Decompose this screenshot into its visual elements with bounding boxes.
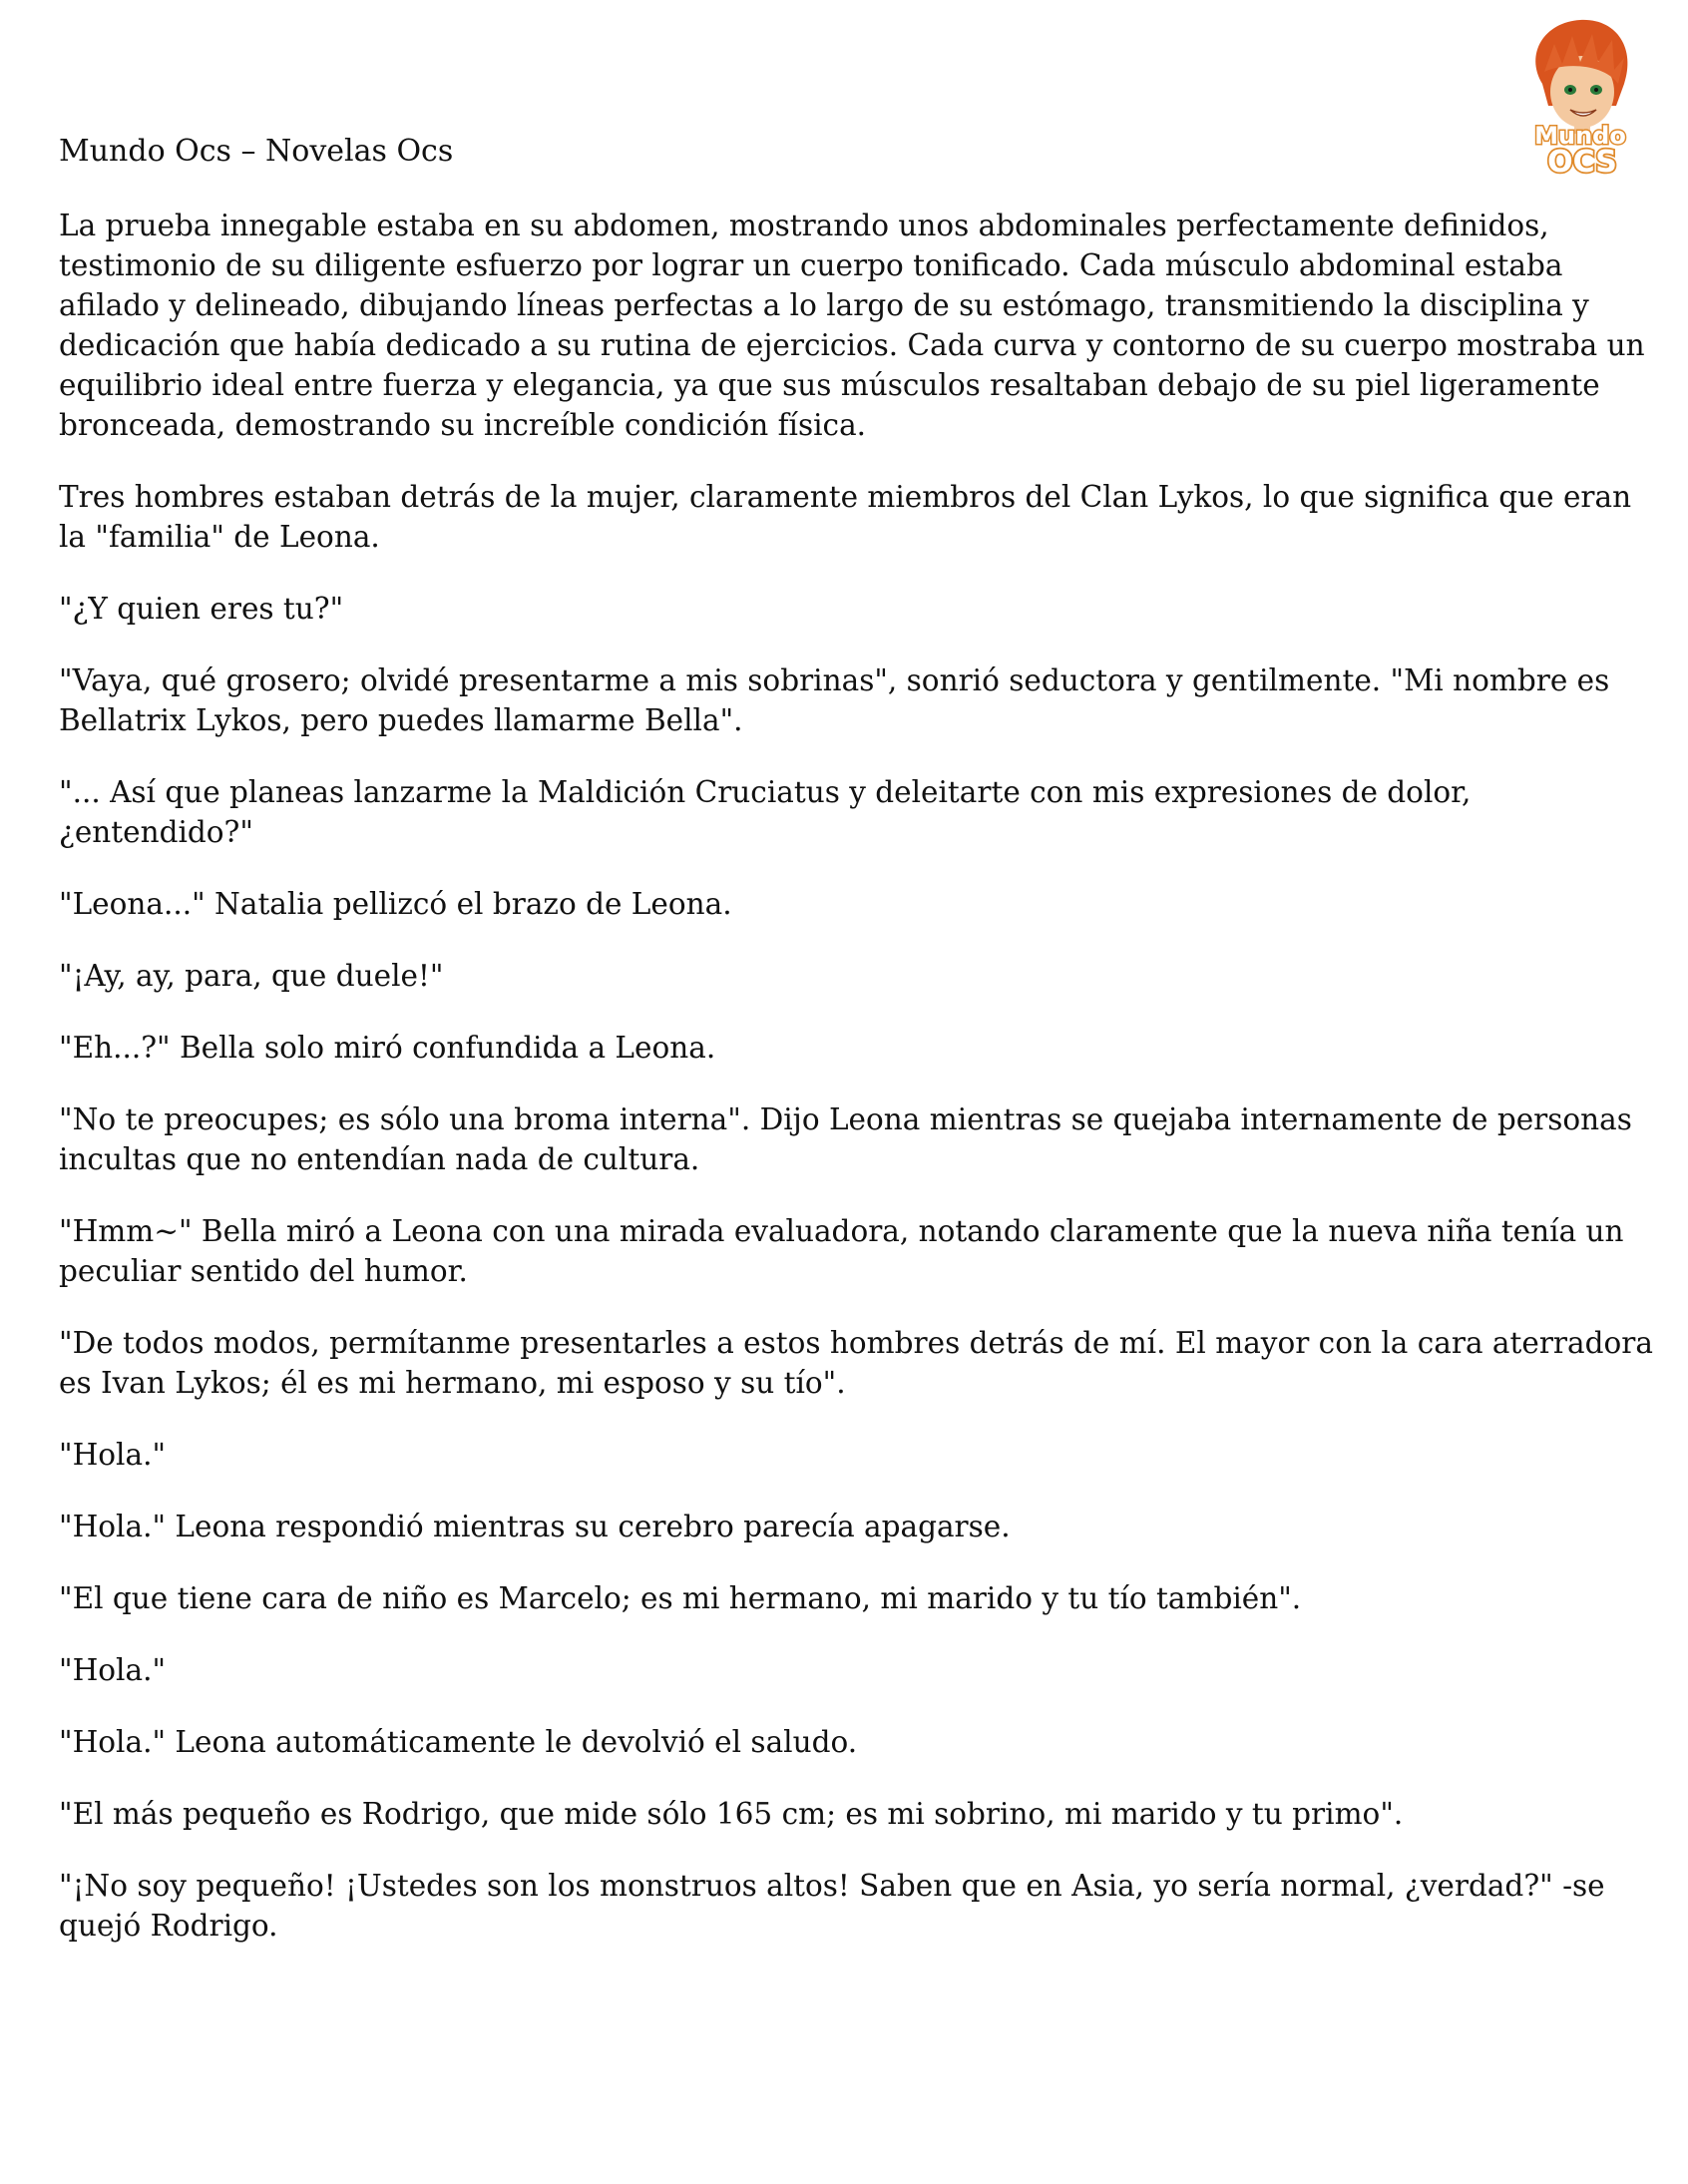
paragraph: "De todos modos, permítanme presentarles a estos hombres detrás de mí. El mayor con la cara aterradora es Ivan Lykos; él es mi hermano, mi esposo y su tío". (59, 1326, 1653, 1400)
story-body (59, 206, 1655, 1977)
paragraph: Tres hombres estaban detrás de la mujer, claramente miembros del Clan Lykos, lo que significa que eran la "familia" de Leona. (59, 480, 1632, 554)
paragraph: "Eh...?" Bella solo miró confundida a Leona. (59, 1031, 716, 1065)
svg-text:OCS: OCS (1547, 145, 1617, 178)
paragraph: "El que tiene cara de niño es Marcelo; es mi hermano, mi marido y tu tío también". (59, 1581, 1302, 1615)
paragraph: "El más pequeño es Rodrigo, que mide sólo 165 cm; es mi sobrino, mi marido y tu primo". (59, 1797, 1404, 1831)
paragraph: "Leona..." Natalia pellizcó el brazo de Leona. (59, 887, 732, 921)
paragraph: "Hmm~" Bella miró a Leona con una mirada evaluadora, notando claramente que la nueva niña tenía un peculiar sentido del humor. (59, 1214, 1624, 1288)
paragraph: "Hola." (59, 1653, 167, 1687)
paragraph: "No te preocupes; es sólo una broma interna". Dijo Leona mientras se quejaba internamente de personas incultas que no entendían nada de cultura. (59, 1102, 1632, 1176)
paragraph: "Hola." Leona automáticamente le devolvió el saludo. (59, 1725, 858, 1759)
mundo-ocs-logo (1504, 14, 1656, 178)
paragraph: La prueba innegable estaba en su abdomen, mostrando unos abdominales perfectamente definidos, testimonio de su diligente esfuerzo por lograr un cuerpo tonificado. Cada músculo abdominal estaba afilado y delineado, dibujando líneas perfectas a lo largo de su estómago, transmitiendo la disciplina y dedicación que había dedicado a su rutina de ejercicios. Cada curva y contorno de su cuerpo mostraba un equilibrio ideal entre fuerza y elegancia, ya que sus músculos resaltaban debajo de su piel ligeramente bronceada, demostrando su increíble condición física. (59, 209, 1645, 442)
paragraph: "¡No soy pequeño! ¡Ustedes son los monstruos altos! Saben que en Asia, yo sería normal, ¿verdad?" -se quejó Rodrigo. (59, 1869, 1605, 1943)
paragraph: "Hola." Leona respondió mientras su cerebro parecía apagarse. (59, 1510, 1011, 1543)
paragraph: "Vaya, qué grosero; olvidé presentarme a mis sobrinas", sonrió seductora y gentilmente. "Mi nombre es Bellatrix Lykos, pero puedes llamarme Bella". (59, 663, 1610, 737)
paragraph: "... Así que planeas lanzarme la Maldición Cruciatus y deleitarte con mis expresiones de dolor, ¿entendido?" (59, 775, 1472, 849)
paragraph: "¿Y quien eres tu?" (59, 592, 344, 626)
paragraph: "Hola." (59, 1438, 167, 1472)
svg-text:Mundo: Mundo (1534, 122, 1626, 150)
paragraph: "¡Ay, ay, para, que duele!" (59, 959, 444, 993)
page-header: Mundo Ocs – Novelas Ocs (59, 134, 454, 169)
